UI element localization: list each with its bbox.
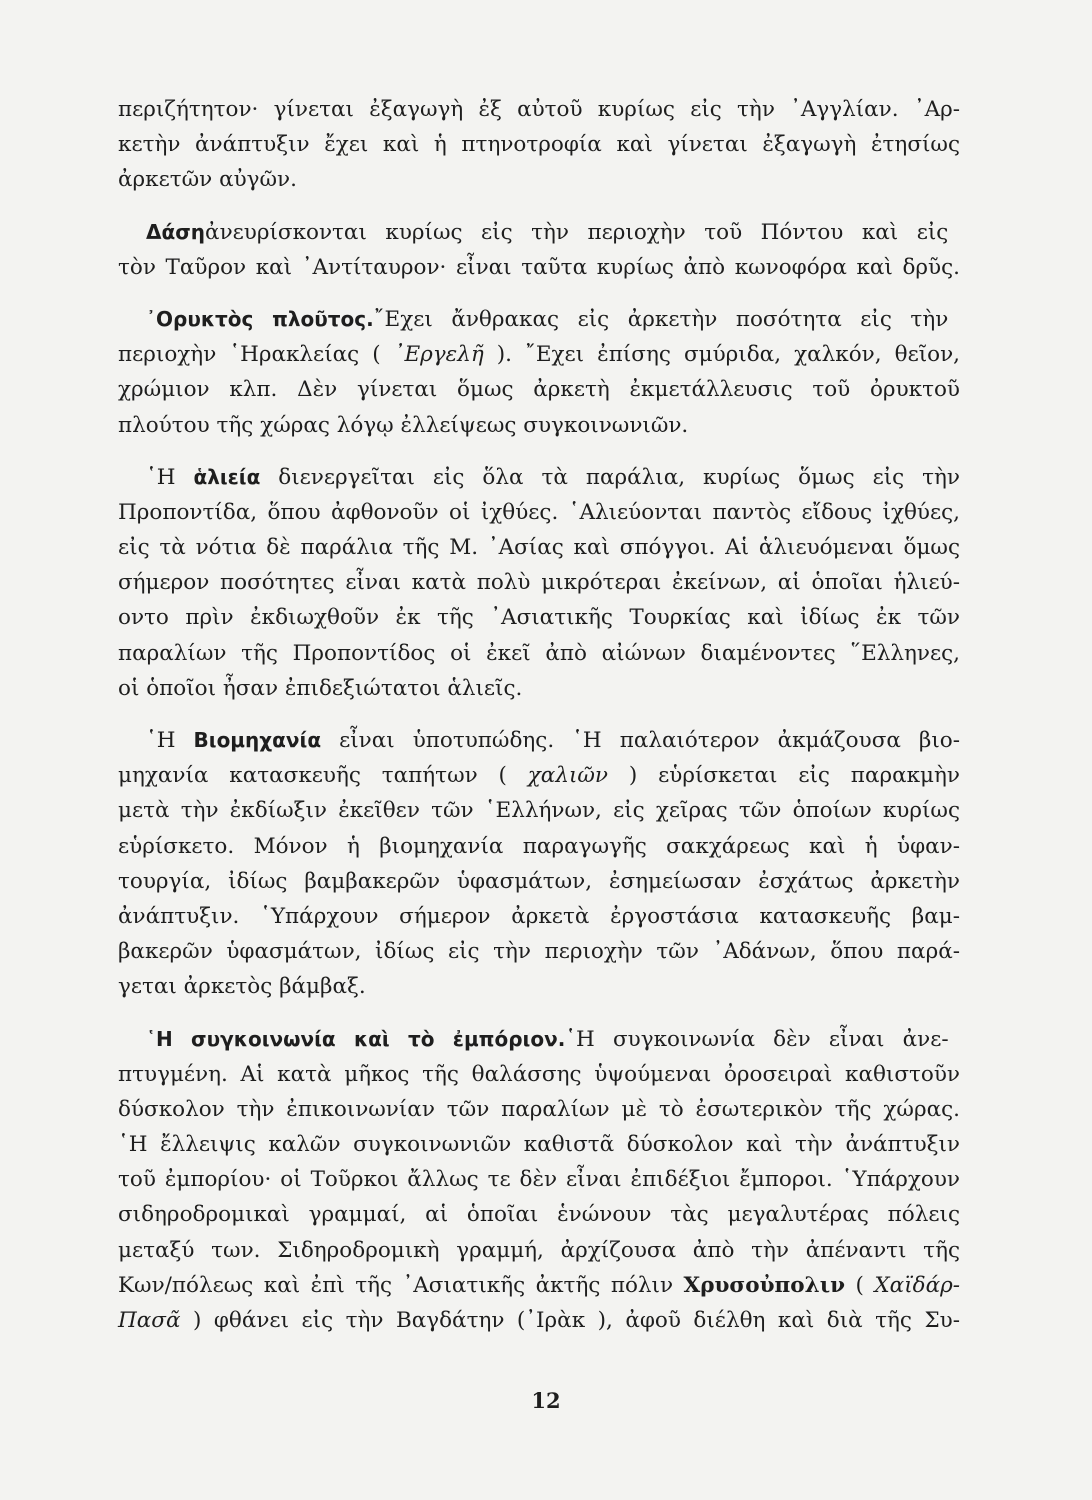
text-line: Προποντίδα, ὅπου ἀφθονοῦν οἱ ἰχθύες. ῾Αλιεύονται παντὸς εἴδους ἰχθύες, [118,499,960,525]
text-line: οἱ ὁποῖοι ἦσαν ἐπιδεξιώτατοι ἁλιεῖς. [118,675,523,701]
text-line: δύσκολον τὴν ἐπικοινωνίαν τῶν παραλίων μὲ τὸ ἐσωτερικὸν τῆς χώρας. [118,1096,960,1122]
section-heading-minerals: ᾿Ορυκτὸς πλοῦτος. [146,306,374,331]
text-line: χρώμιον κλπ. Δὲν γίνεται ὅμως ἀρκετὴ ἐκμετάλλευσις τοῦ ὀρυκτοῦ [118,377,960,403]
text-line: ἀρκετῶν αὐγῶν. [118,167,297,193]
place-name-bold: Χρυσοὐπολιν [683,1272,846,1298]
text-line: σιδηροδρομικαὶ γραμμαί, αἱ ὁποῖαι ἑνώνουν τὰς μεγαλυτέρας πόλεις [118,1202,960,1228]
text-line: εὑρίσκετο. Μόνον ἡ βιομηχανία παραγωγῆς σακχάρεως καὶ ἡ ὑφαν- [118,833,960,859]
section-heading-fishing: ἁλιεία [193,464,261,489]
text-line: βακερῶν ὑφασμάτων, ἰδίως εἰς τὴν περιοχὴν τῶν ᾿Αδάνων, ὅπου παρά- [118,939,960,965]
text-line: ᾿Ορυκτὸς πλοῦτος. ῎Εχει ἄνθρακας εἰς ἀρκετὴν ποσότητα εἰς τὴν [118,302,960,337]
text-line: μετὰ τὴν ἐκδίωξιν ἐκεῖθεν τῶν ῾Ελλήνων, εἰς χεῖρας τῶν ὁποίων κυρίως [118,798,960,824]
text-line: πλούτου τῆς χώρας λόγῳ ἐλλείψεως συγκοινωνιῶν. [118,412,689,438]
text-line: ῾Η ἁλιεία διενεργεῖται εἰς ὅλα τὰ παράλια, κυρίως ὅμως εἰς τὴν [146,464,960,490]
text-line: Πασᾶ ) φθάνει εἰς τὴν Βαγδάτην (᾿Ιρὰκ ), ἀφοῦ διέλθη καὶ διὰ τῆς Συ- [118,1308,960,1333]
text-line: οντο πρὶν ἐκδιωχθοῦν ἐκ τῆς ᾿Ασιατικῆς Τουρκίας καὶ ἰδίως ἐκ τῶν [118,605,960,631]
text-line: πτυγμένη. Αἱ κατὰ μῆκος τῆς θαλάσσης ὑψούμεναι ὀροσειραὶ καθιστοῦν [118,1061,960,1087]
text-line: γεται ἀρκετὸς βάμβαξ. [118,974,366,1000]
text-line: Δάση ἀνευρίσκονται κυρίως εἰς τὴν περιοχὴν τοῦ Πόντου καὶ εἰς [118,215,960,250]
text-line: μεταξύ των. Σιδηροδρομικὴ γραμμή, ἀρχίζουσα ἀπὸ τὴν ἀπέναντι τῆς [118,1237,960,1263]
text-line: σήμερον ποσότητες εἶναι κατὰ πολὺ μικρότεραι ἐκείνων, αἱ ὁποῖαι ἡλιεύ- [118,570,960,596]
text-line: ἀνάπτυξιν. ῾Υπάρχουν σήμερον ἀρκετὰ ἐργοστάσια κατασκευῆς βαμ- [118,903,960,929]
text-line: περιοχὴν ῾Ηρακλείας ( ᾿Εργελῆ ). ῎Εχει ἐπίσης σμύριδα, χαλκόν, θεῖον, [118,342,960,368]
text-line: μηχανία κατασκευῆς ταπήτων ( χαλιῶν ) εὑρίσκεται εἰς παρακμὴν [118,763,960,789]
text-line: ῾Η Βιομηχανία εἶναι ὑποτυπώδης. ῾Η παλαιότερον ἀκμάζουσα βιο- [146,728,960,753]
text-line: ῾Η συγκοινωνία καὶ τὸ ἐμπόριον. ῾Η συγκοινωνία δὲν εἶναι ἀνε- [118,1022,960,1057]
text-line: παραλίων τῆς Προποντίδος οἱ ἐκεῖ ἀπὸ αἰώνων διαμένοντες ῞Ελληνες, [118,640,960,666]
text-line: τοῦ ἐμπορίου· οἱ Τοῦρκοι ἄλλως τε δὲν εἶναι ἐπιδέξιοι ἔμποροι. ῾Υπάρχουν [118,1167,960,1193]
text-line: ῾Η ἔλλειψις καλῶν συγκοινωνιῶν καθιστᾶ δύσκολον καὶ τὴν ἀνάπτυξιν [118,1132,960,1158]
text-line: τὸν Ταῦρον καὶ ᾿Αντίταυρον· εἶναι ταῦτα κυρίως ἀπὸ κωνοφόρα καὶ δρῦς. [118,254,960,280]
body-text [118,92,960,1338]
text-line: τουργία, ἰδίως βαμβακερῶν ὑφασμάτων, ἐσημείωσαν ἐσχάτως ἀρκετὴν [118,868,960,894]
section-heading-transport: ῾Η συγκοινωνία καὶ τὸ ἐμπόριον. [146,1026,566,1051]
text-line: περιζήτητον· γίνεται ἐξαγωγὴ ἐξ αὐτοῦ κυρίως εἰς τὴν ᾿Αγγλίαν. ᾿Αρ- [118,97,960,122]
text-line: Κων/πόλεως καὶ ἐπὶ τῆς ᾿Ασιατικῆς ἀκτῆς πόλιν Χρυσοὐπολιν ( Χαϊδάρ- [118,1272,960,1298]
section-heading-industry: Βιομηχανία [193,728,322,752]
text-line: εἰς τὰ νότια δὲ παράλια τῆς Μ. ᾿Ασίας καὶ σπόγγοι. Αἱ ἁλιευόμεναι ὅμως [118,535,960,561]
page-number: 12 [531,1388,561,1413]
text-line: κετὴν ἀνάπτυξιν ἔχει καὶ ἡ πτηνοτροφία καὶ γίνεται ἐξαγωγὴ ἐτησίως [118,132,960,158]
section-heading-forests: Δάση [146,219,206,244]
